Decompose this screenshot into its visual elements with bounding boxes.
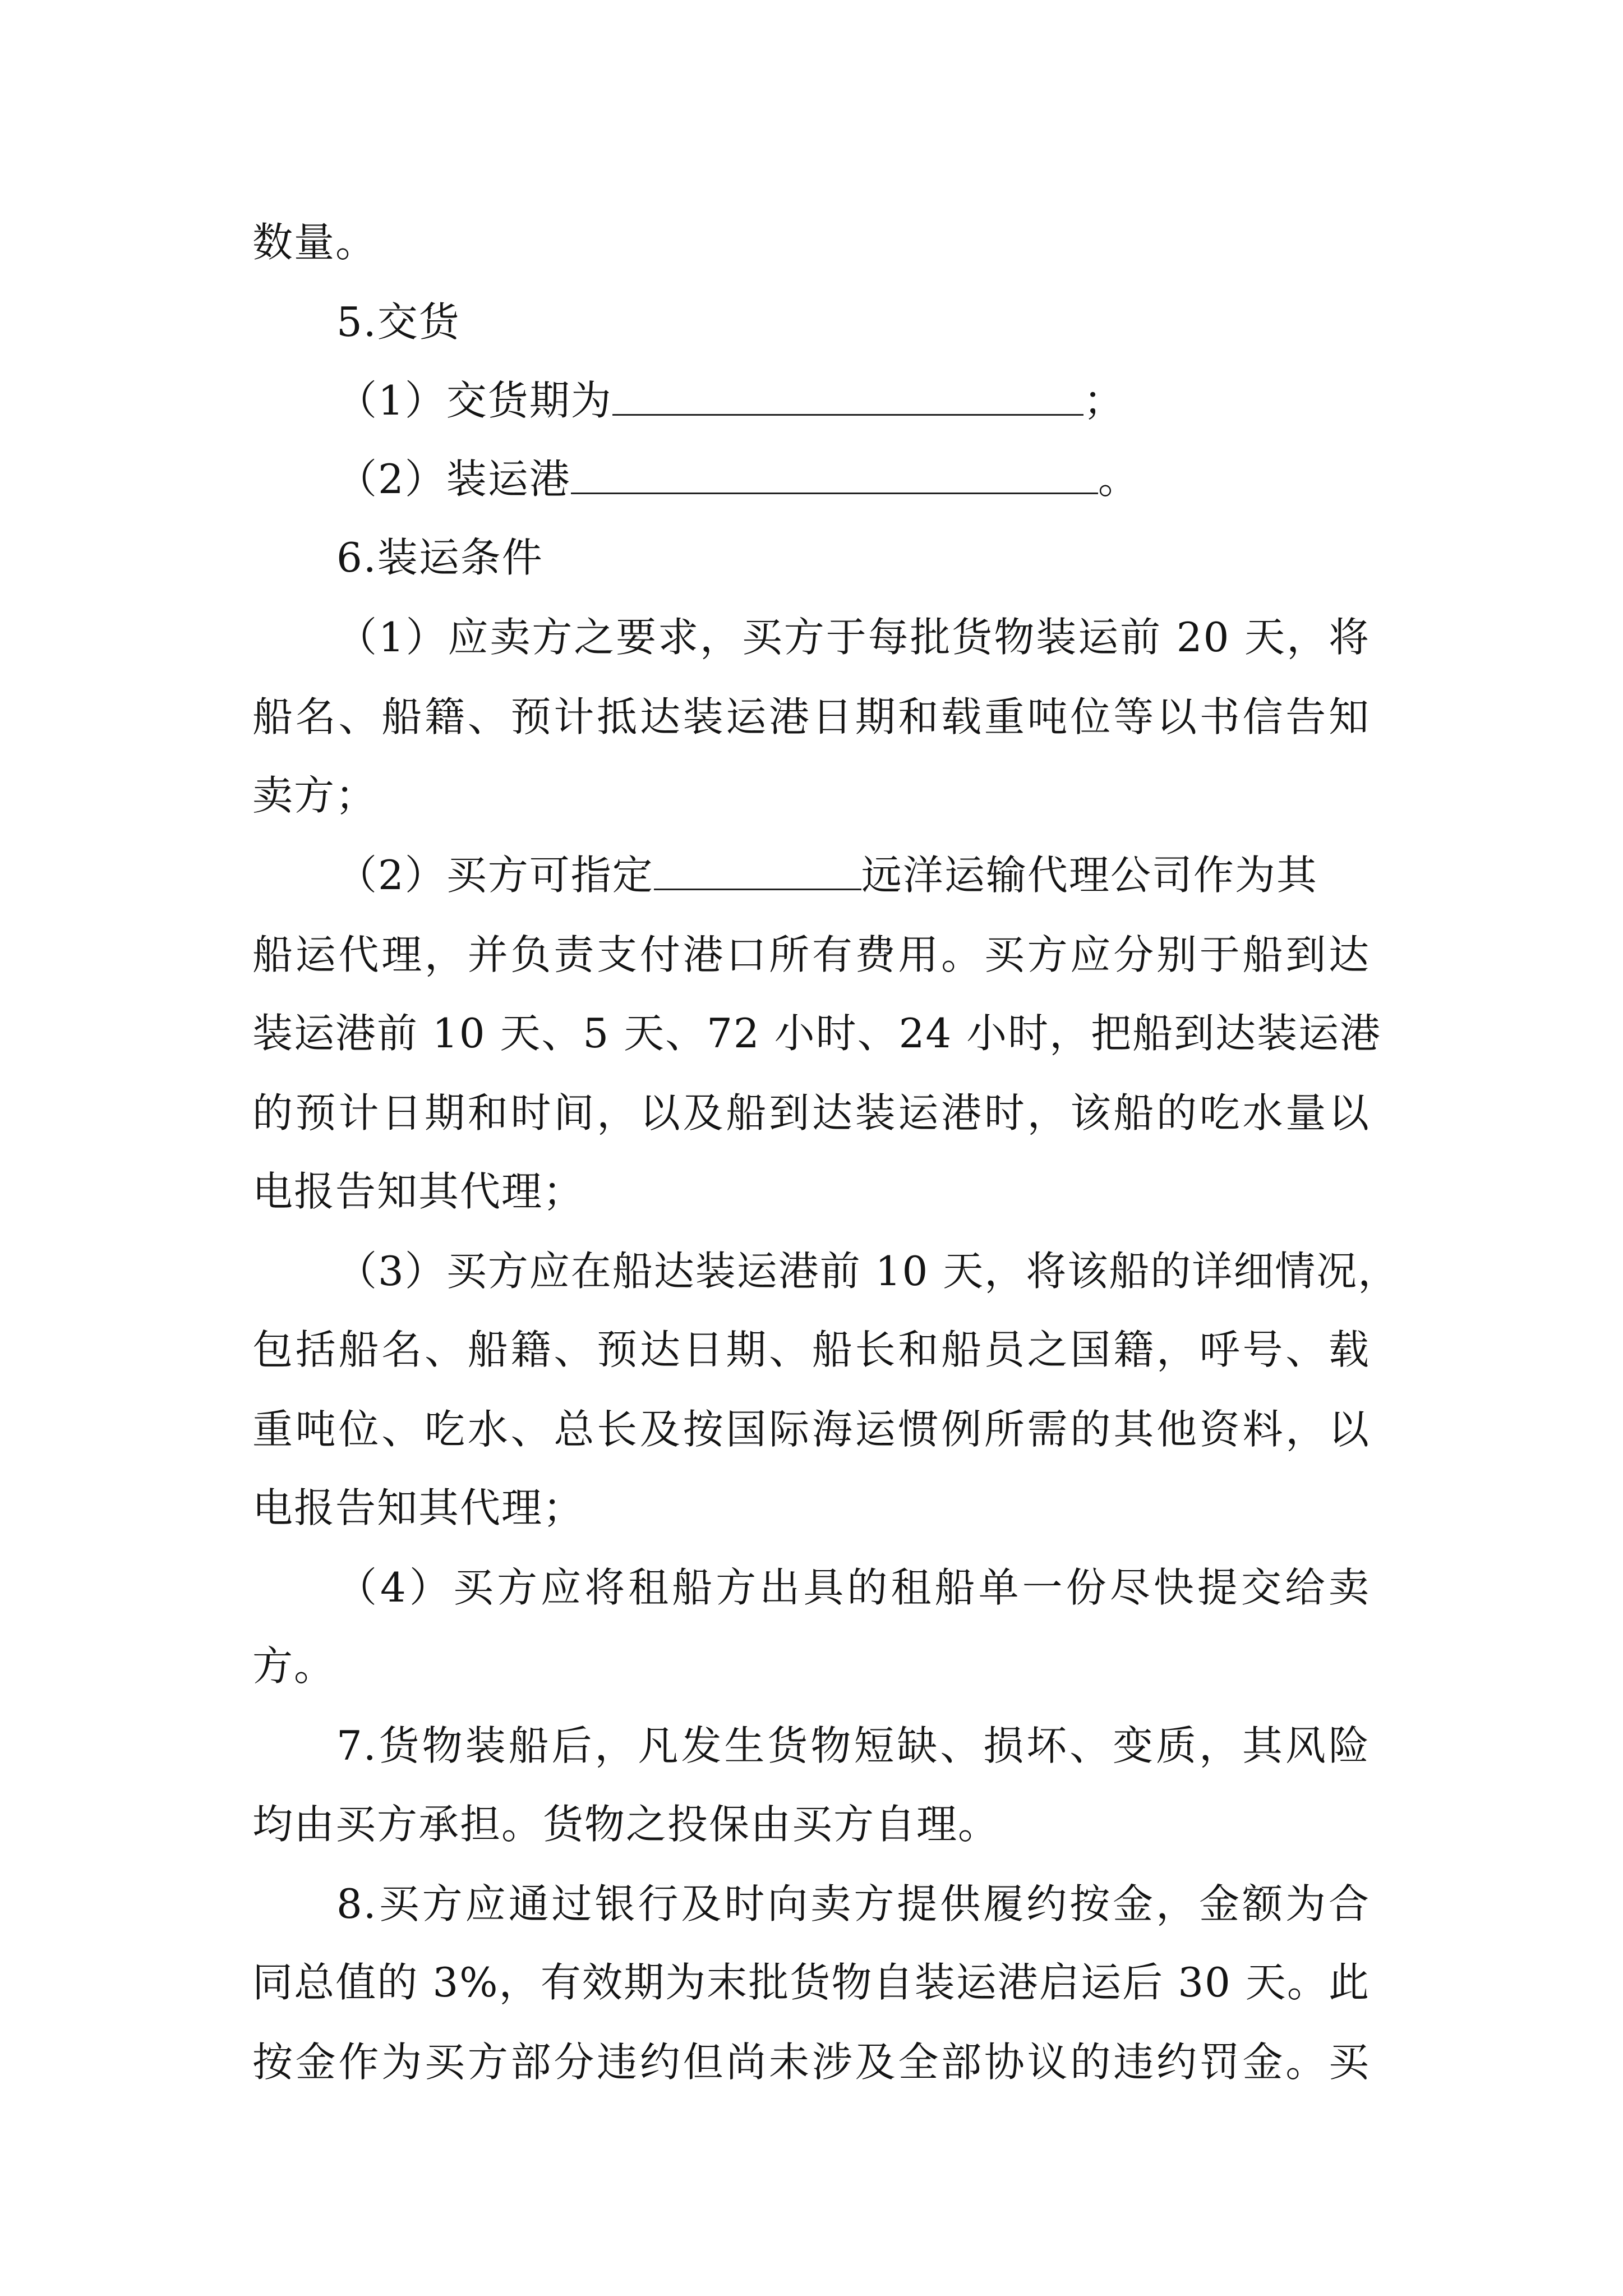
text-line: 电报告知其代理； (252, 1168, 585, 1215)
text-line: 8.买方应通过银行及时向卖方提供履约按金，金额为合 (336, 1880, 1370, 1927)
text-line: 卖方； (252, 772, 377, 819)
text-line: 数量。 (252, 219, 377, 266)
text-line: （4）买方应将租船方出具的租船单一份尽快提交给卖 (336, 1564, 1370, 1611)
text-line: 均由买方承担。货物之投保由买方自理。 (252, 1801, 1000, 1848)
text-line: （3）买方应在船达装运港前 10 天，将该船的详细情况， (336, 1248, 1400, 1295)
loading-port-blank (571, 458, 1098, 494)
section-heading-delivery: 5.交货 (336, 298, 460, 346)
section-heading-shipping: 6.装运条件 (336, 534, 543, 581)
text-line: 按金作为买方部分违约但尚未涉及全部协议的违约罚金。买 (252, 2039, 1370, 2086)
text-line: 船运代理，并负责支付港口所有费用。买方应分别于船到达 (252, 931, 1370, 978)
text-line: 重吨位、吃水、总长及按国际海运惯例所需的其他资料，以 (252, 1406, 1370, 1453)
text-line: 装运港前 10 天、5 天、72 小时、24 小时，把船到达装运港 (252, 1010, 1382, 1057)
text-line: 方。 (252, 1642, 336, 1690)
loading-port-label: （2）装运港 (336, 455, 571, 503)
text-line: 同总值的 3%，有效期为末批货物自装运港启运后 30 天。此 (252, 1959, 1370, 2006)
agent-label: （2）买方可指定 (336, 852, 654, 899)
text-line: 电报告知其代理； (252, 1484, 585, 1531)
delivery-period-blank (612, 379, 1083, 416)
agent-blank (654, 854, 861, 890)
delivery-period-label: （1）交货期为 (336, 377, 612, 424)
loading-port-line: （2）装运港 。 (336, 455, 1140, 503)
text-line: （1）应卖方之要求，买方于每批货物装运前 20 天，将 (336, 614, 1370, 661)
delivery-period-line: （1）交货期为 ； (336, 377, 1125, 424)
text-line: 的预计日期和时间，以及船到达装运港时，该船的吃水量以 (252, 1089, 1370, 1137)
text-line: 船名、船籍、预计抵达装运港日期和载重吨位等以书信告知 (252, 693, 1370, 740)
text-line: 包括船名、船籍、预达日期、船长和船员之国籍，呼号、载 (252, 1326, 1370, 1373)
text-line: 7.货物装船后，凡发生货物短缺、损坏、变质，其风险 (336, 1722, 1370, 1769)
agent-line: （2）买方可指定 远洋运输代理公司作为其 (336, 852, 1318, 899)
